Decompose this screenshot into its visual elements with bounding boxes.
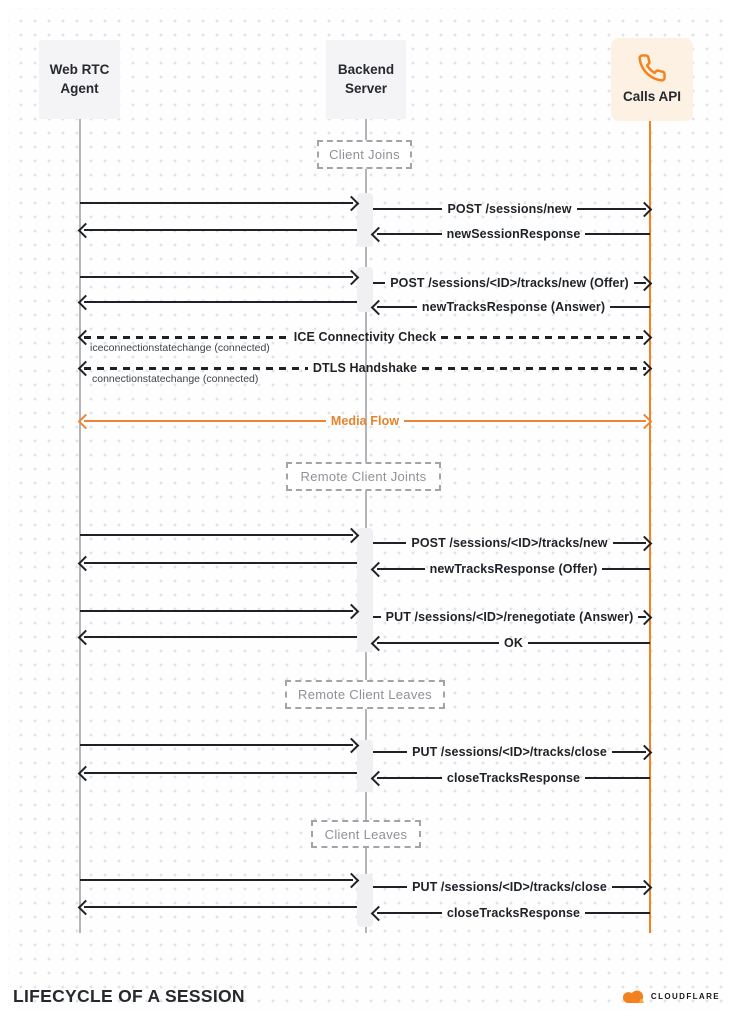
message-label: OK (504, 636, 523, 650)
arrowhead-left-icon (78, 899, 94, 915)
arrow-callsapi-to-backend (373, 906, 650, 920)
activation-bar (357, 740, 373, 792)
message-label: Media Flow (330, 414, 400, 428)
arrow-backend-to-callsapi (373, 610, 650, 624)
arrow-callsapi-to-backend (373, 227, 650, 241)
actor-web-rtc-agent (39, 40, 120, 119)
arrowhead-right-icon (344, 195, 360, 211)
lifeline-webrtc-agent (79, 119, 81, 933)
arrowhead-right-icon (344, 737, 360, 753)
milestone-label: Remote Client Leaves (298, 687, 432, 702)
message-label: closeTracksResponse (446, 906, 581, 920)
arrow-callsapi-to-backend (373, 300, 650, 314)
message-label: closeTracksResponse (446, 771, 581, 785)
message-label: POST /sessions/new (447, 202, 572, 216)
milestone-label: Client Joins (329, 147, 400, 162)
message-label: PUT /sessions/<ID>/renegotiate (Answer) (385, 610, 634, 624)
arrowhead-left-icon (78, 294, 94, 310)
arrow-webrtc-to-backend (80, 604, 357, 618)
arrowhead-left-icon (371, 905, 387, 921)
arrowhead-left-icon (371, 770, 387, 786)
arrowhead-right-icon (637, 201, 653, 217)
arrowhead-right-icon (344, 872, 360, 888)
arrow-callsapi-to-backend (373, 771, 650, 785)
arrowhead-left-icon (371, 561, 387, 577)
arrow-callsapi-to-backend (373, 636, 650, 650)
arrowhead-left-icon (78, 360, 94, 376)
message-label: ICE Connectivity Check (293, 330, 437, 344)
arrow-backend-to-webrtc (80, 766, 357, 780)
message-label: POST /sessions/<ID>/tracks/new (Offer) (390, 276, 629, 290)
arrow-backend-to-callsapi (373, 745, 650, 759)
arrow-backend-to-callsapi (373, 202, 650, 216)
arrowhead-left-icon (78, 629, 94, 645)
arrowhead-right-icon (344, 527, 360, 543)
message-label: newTracksResponse (Offer) (429, 562, 598, 576)
arrow-media-flow (80, 414, 650, 428)
connection-state-note: connectionstatechange (connected) (92, 373, 259, 385)
milestone-remote-client-joins (286, 462, 441, 491)
arrow-backend-to-callsapi (373, 276, 650, 290)
arrow-backend-to-callsapi (373, 536, 650, 550)
message-label: PUT /sessions/<ID>/tracks/close (412, 880, 607, 894)
arrow-backend-to-webrtc (80, 295, 357, 309)
message-label: newTracksResponse (Answer) (421, 300, 606, 314)
actor-label: Agent (60, 80, 99, 96)
cloudflare-wordmark: CLOUDFLARE (650, 991, 720, 1001)
arrow-callsapi-to-backend (373, 562, 650, 576)
arrowhead-right-icon (637, 744, 653, 760)
arrowhead-left-icon (78, 413, 94, 429)
milestone-client-leaves (311, 820, 421, 848)
ice-state-note: iceconnectionstatechange (connected) (90, 342, 270, 354)
cloudflare-logo (619, 988, 720, 1004)
arrowhead-right-icon (637, 275, 653, 291)
arrowhead-left-icon (78, 555, 94, 571)
arrowhead-right-icon (637, 329, 653, 345)
message-label: newSessionResponse (446, 227, 581, 241)
arrowhead-right-icon (637, 360, 653, 376)
arrowhead-right-icon (637, 413, 653, 429)
arrow-webrtc-to-backend (80, 873, 357, 887)
milestone-label: Remote Client Joints (300, 469, 427, 484)
actor-backend-server (326, 40, 406, 119)
message-label: PUT /sessions/<ID>/tracks/close (412, 745, 607, 759)
arrow-backend-to-webrtc (80, 556, 357, 570)
activation-bar (357, 528, 373, 652)
actor-label: Calls API (622, 88, 682, 104)
actor-label: Backend (337, 61, 395, 77)
milestone-remote-client-leaves (285, 680, 445, 709)
arrowhead-right-icon (637, 535, 653, 551)
arrow-backend-to-webrtc (80, 223, 357, 237)
arrowhead-left-icon (78, 765, 94, 781)
arrow-webrtc-to-backend (80, 196, 357, 210)
message-label: POST /sessions/<ID>/tracks/new (411, 536, 608, 550)
actor-label: Web RTC (49, 61, 110, 77)
cloudflare-cloud-icon (619, 988, 647, 1004)
lifeline-calls-api (649, 121, 651, 933)
milestone-client-joins (317, 140, 412, 169)
activation-bar (357, 193, 373, 247)
arrow-backend-to-webrtc (80, 630, 357, 644)
activation-bar (357, 267, 373, 312)
activation-bar (357, 874, 373, 927)
arrowhead-left-icon (371, 635, 387, 651)
arrowhead-left-icon (371, 299, 387, 315)
arrow-webrtc-to-backend (80, 738, 357, 752)
arrowhead-left-icon (78, 222, 94, 238)
actor-calls-api (611, 38, 693, 121)
arrowhead-right-icon (344, 269, 360, 285)
arrow-webrtc-to-backend (80, 270, 357, 284)
arrowhead-right-icon (637, 879, 653, 895)
arrow-backend-to-callsapi (373, 880, 650, 894)
arrow-backend-to-webrtc (80, 900, 357, 914)
actor-label: Server (344, 80, 388, 96)
milestone-label: Client Leaves (324, 826, 408, 842)
arrowhead-right-icon (344, 603, 360, 619)
phone-icon (637, 53, 667, 83)
arrow-webrtc-to-backend (80, 528, 357, 542)
arrowhead-left-icon (371, 226, 387, 242)
page-title: LIFECYCLE OF A SESSION (13, 986, 245, 1006)
arrowhead-right-icon (637, 609, 653, 625)
message-label: DTLS Handshake (312, 361, 418, 375)
